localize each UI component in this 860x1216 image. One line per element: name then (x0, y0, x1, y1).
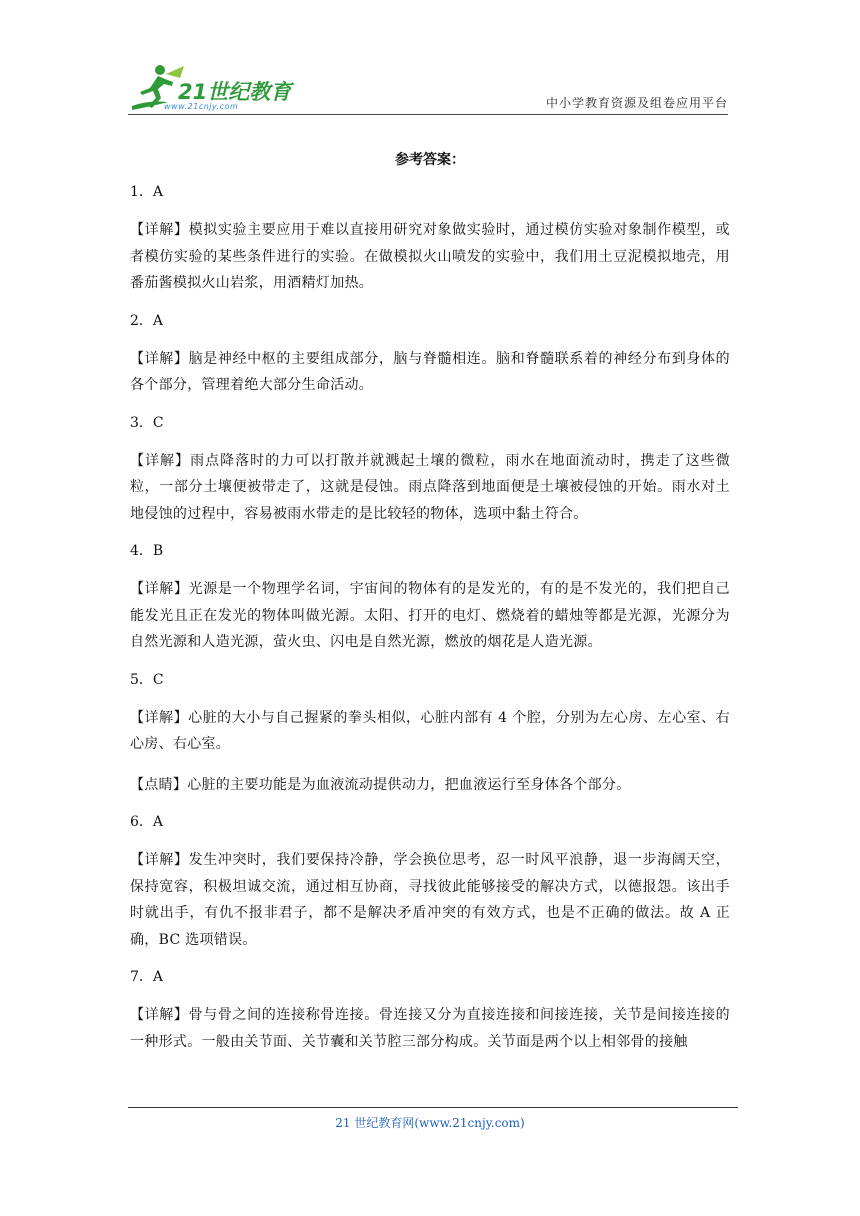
answer-content (130, 150, 730, 1069)
answer-explanation: 【详解】光源是一个物理学名词，宇宙间的物体有的是发光的，有的是不发光的，我们把自己能发光且正在发光的物体叫做光源。太阳、打开的电灯、燃烧着的蜡烛等都是光源，光源分为自然光源和人造光源，萤火虫、闪电是自然光源，燃放的烟花是人造光源。 (130, 581, 730, 650)
answer-explanation: 【点睛】心脏的主要功能是为血液流动提供动力，把血液运行至身体各个部分。 (130, 776, 631, 793)
answer-number: 7．A (130, 969, 164, 985)
footer-source: 21 世纪教育网(www.21cnjy.com) (335, 1116, 525, 1130)
answer-explanation: 【详解】发生冲突时，我们要保持冷静，学会换位思考，忍一时风平浪静，退一步海阔天空，保持宽容，积极坦诚交流，通过相互协商，寻找彼此能够接受的解决方式，以德报怨。该出手时就出手，有仇不报非君子，都不是解决矛盾冲突的有效方式，也是不正确的做法。故 A 正确，BC 选项错误。 (130, 852, 730, 948)
answer-number: 2．A (130, 312, 164, 329)
footer-divider (128, 1107, 738, 1108)
answer-explanation: 【详解】模拟实验主要应用于难以直接用研究对象做实验时，通过模仿实验对象制作模型，或者模仿实验的某些条件进行的实验。在做模拟火山喷发的实验中，我们用土豆泥模拟地壳，用番茄酱模拟火山岩浆，用酒精灯加热。 (130, 222, 730, 291)
platform-name: 中小学教育资源及组卷应用平台 (545, 96, 728, 110)
answer-number: 1．A (130, 184, 164, 200)
logo-url: www.21cnjy.com (164, 102, 239, 111)
answer-explanation: 【详解】心脏的大小与自己握紧的拳头相似，心脏内部有 4 个腔，分别为左心房、左心室、右心房、右心室。 (130, 709, 730, 752)
answer-explanation: 【详解】雨点降落时的力可以打散并就溅起土壤的微粒，雨水在地面流动时，携走了这些微粒，一部分土壤便被带走了，这就是侵蚀。雨点降落到地面便是土壤被侵蚀的开始。雨水对土地侵蚀的过程中，容易被雨水带走的是比较轻的物体，选项中黏土符合。 (130, 452, 730, 522)
answer-explanation: 【详解】骨与骨之间的连接称骨连接。骨连接又分为直接连接和间接连接，关节是间接连接的一种形式。一般由关节面、关节囊和关节腔三部分构成。关节面是两个以上相邻骨的接触 (130, 1007, 730, 1050)
answer-list (130, 182, 730, 1055)
answer-number: 4．B (130, 543, 164, 559)
logo-text: 21世纪教育 (178, 80, 292, 104)
page-header (128, 62, 728, 118)
answer-number: 3．C (130, 414, 164, 431)
header-divider (128, 114, 728, 115)
site-logo (128, 62, 298, 114)
answer-number: 6．A (130, 814, 164, 830)
answer-number: 5．C (130, 671, 164, 688)
page-title: 参考答案： (395, 152, 465, 168)
answer-explanation: 【详解】脑是神经中枢的主要组成部分，脑与脊髓相连。脑和脊髓联系着的神经分布到身体的各个部分，管理着绝大部分生命活动。 (130, 350, 730, 393)
